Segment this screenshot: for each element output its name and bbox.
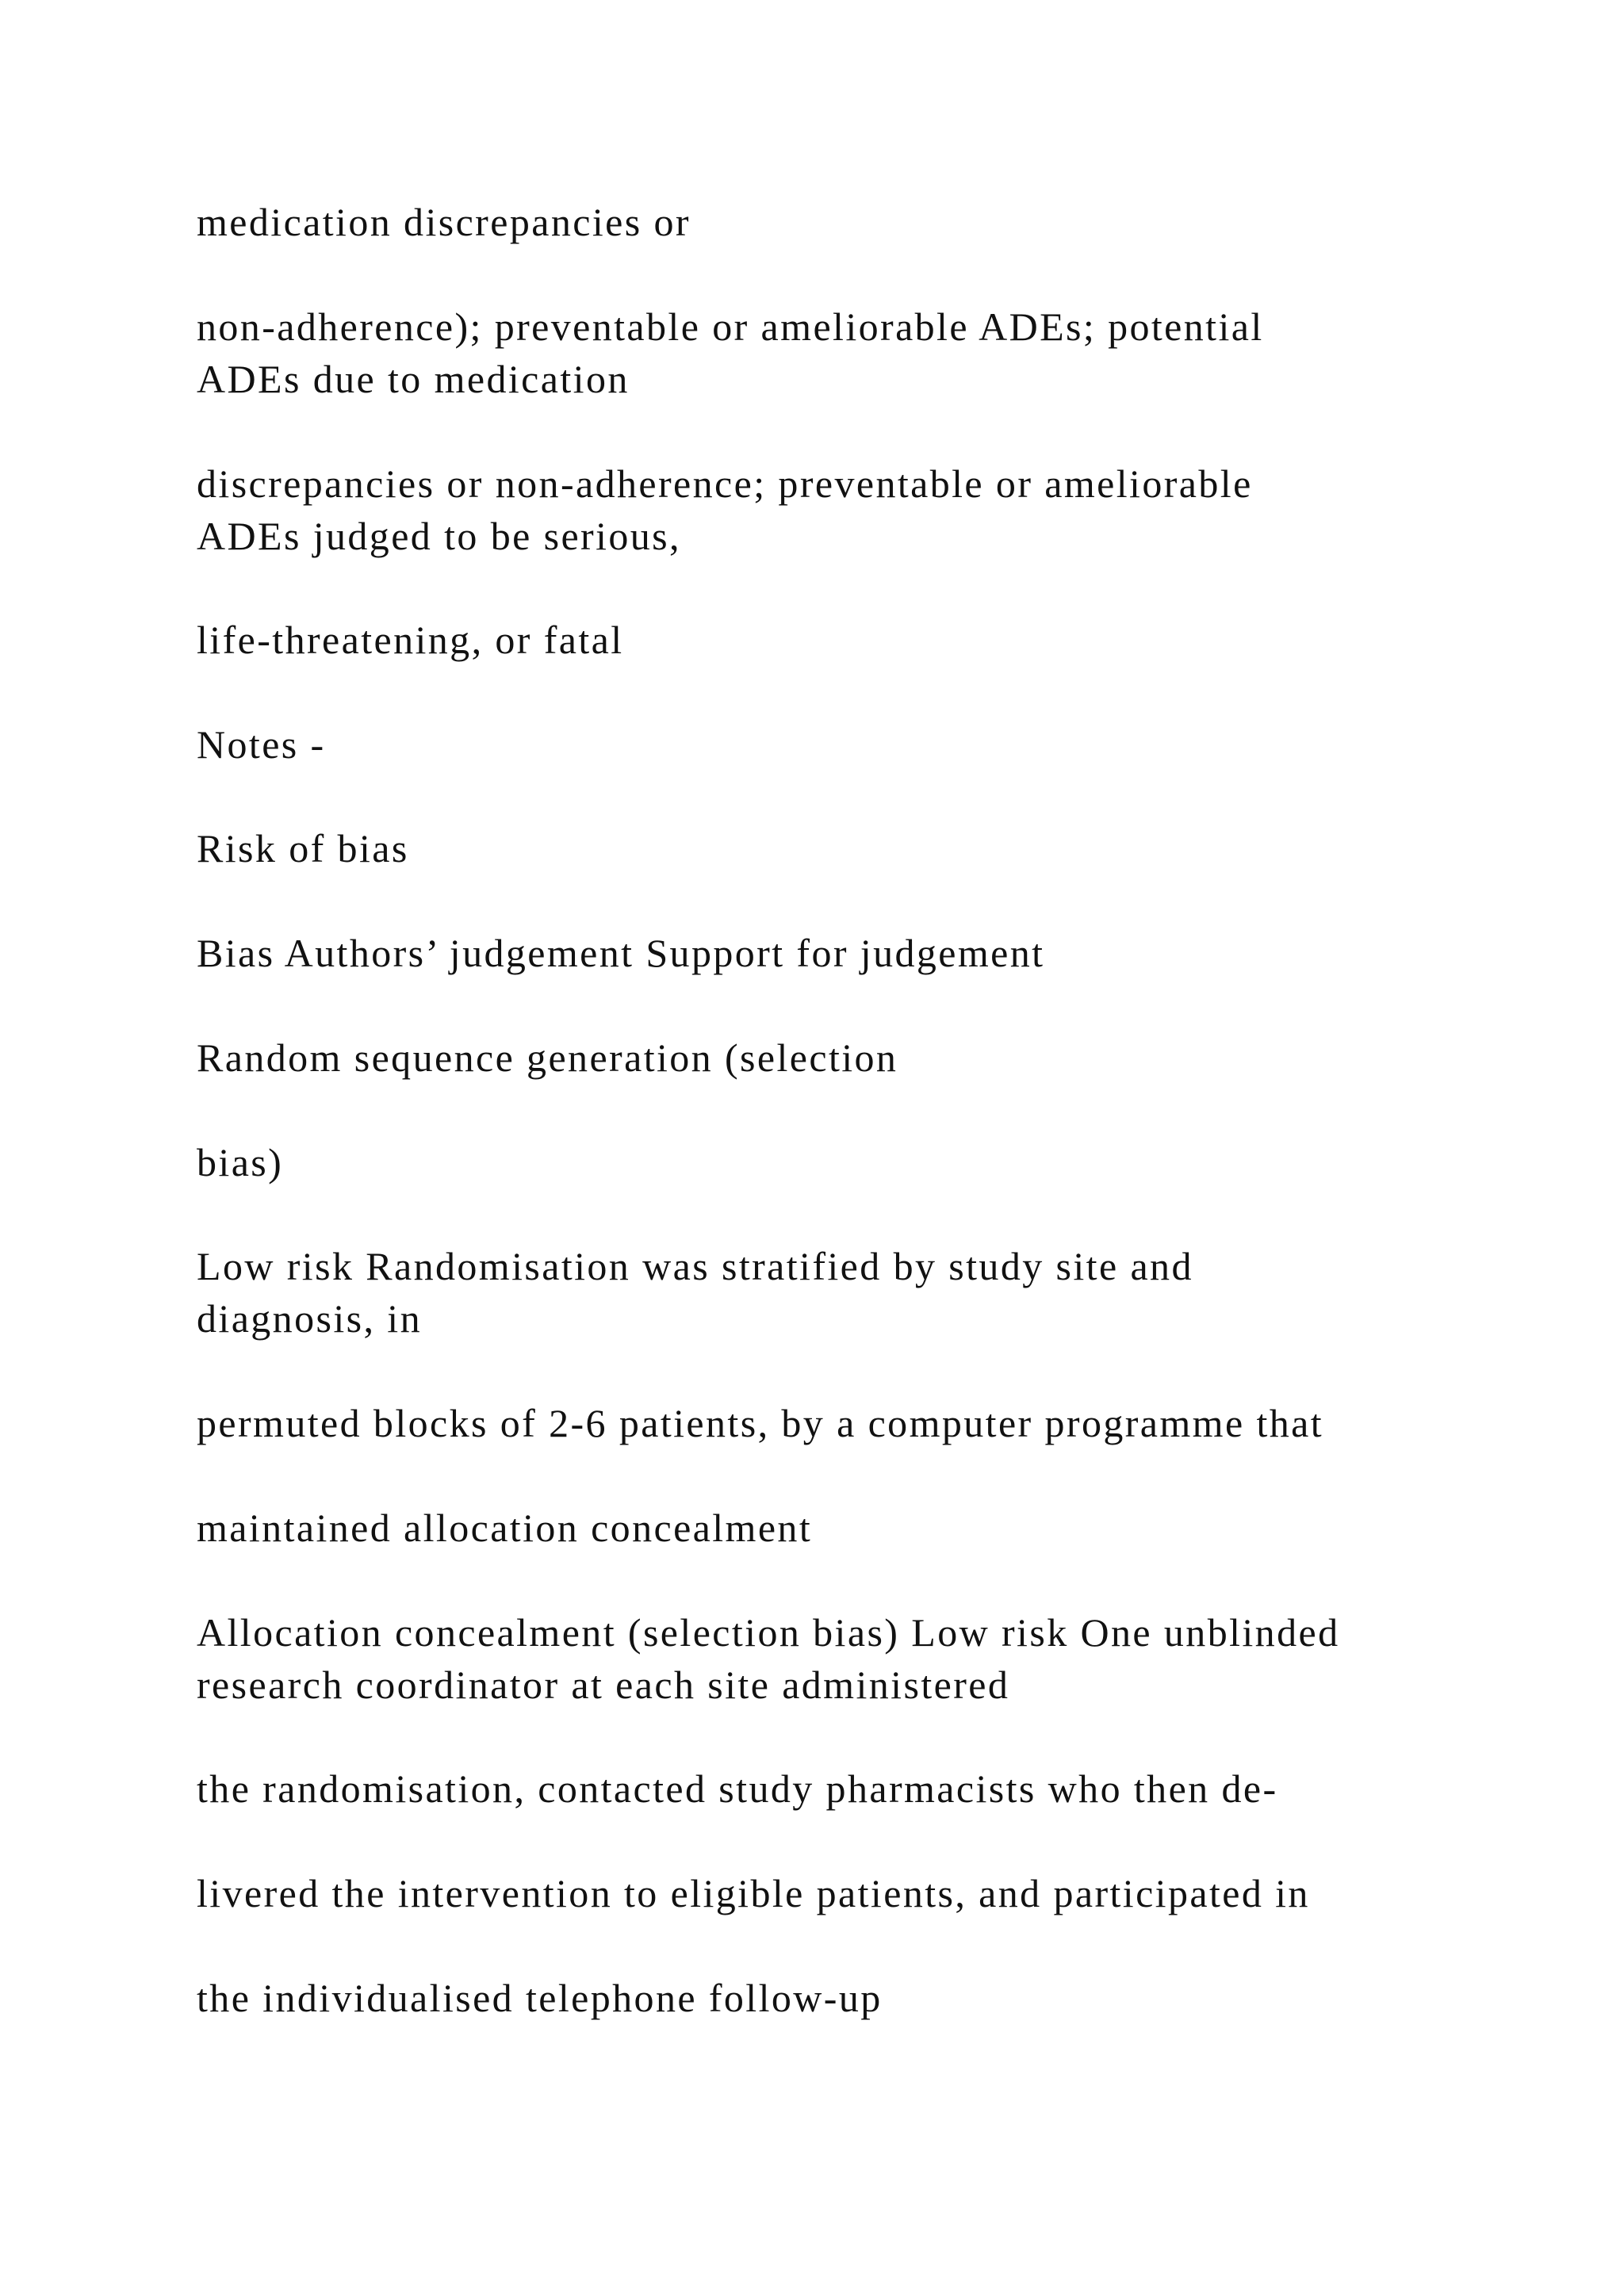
paragraph: bias) bbox=[197, 1140, 284, 1184]
paragraph: livered the intervention to eligible patients, and participated in bbox=[197, 1871, 1310, 1915]
paragraph: Low risk Randomisation was stratified by study site and diagnosis, in bbox=[197, 1244, 1193, 1341]
paragraph: Random sequence generation (selection bbox=[197, 1035, 898, 1080]
paragraph: Allocation concealment (selection bias) Low risk One unblinded research coordinator at each site administered bbox=[197, 1610, 1340, 1707]
paragraph: Notes - bbox=[197, 722, 326, 767]
paragraph: maintained allocation concealment bbox=[197, 1506, 813, 1550]
paragraph: permuted blocks of 2-6 patients, by a computer programme that bbox=[197, 1401, 1324, 1445]
paragraph: medication discrepancies or bbox=[197, 200, 691, 244]
paragraph: discrepancies or non-adherence; preventable or ameliorable ADEs judged to be serious, bbox=[197, 461, 1253, 558]
paragraph: the individualised telephone follow-up bbox=[197, 1976, 883, 2020]
section-heading: Risk of bias bbox=[197, 826, 409, 871]
paragraph: non-adherence); preventable or ameliorable ADEs; potential ADEs due to medication bbox=[197, 304, 1264, 401]
paragraph: life-threatening, or fatal bbox=[197, 618, 624, 662]
paragraph: the randomisation, contacted study pharmacists who then de- bbox=[197, 1766, 1278, 1811]
table-header-row: Bias Authors’ judgement Support for judgement bbox=[197, 931, 1045, 975]
